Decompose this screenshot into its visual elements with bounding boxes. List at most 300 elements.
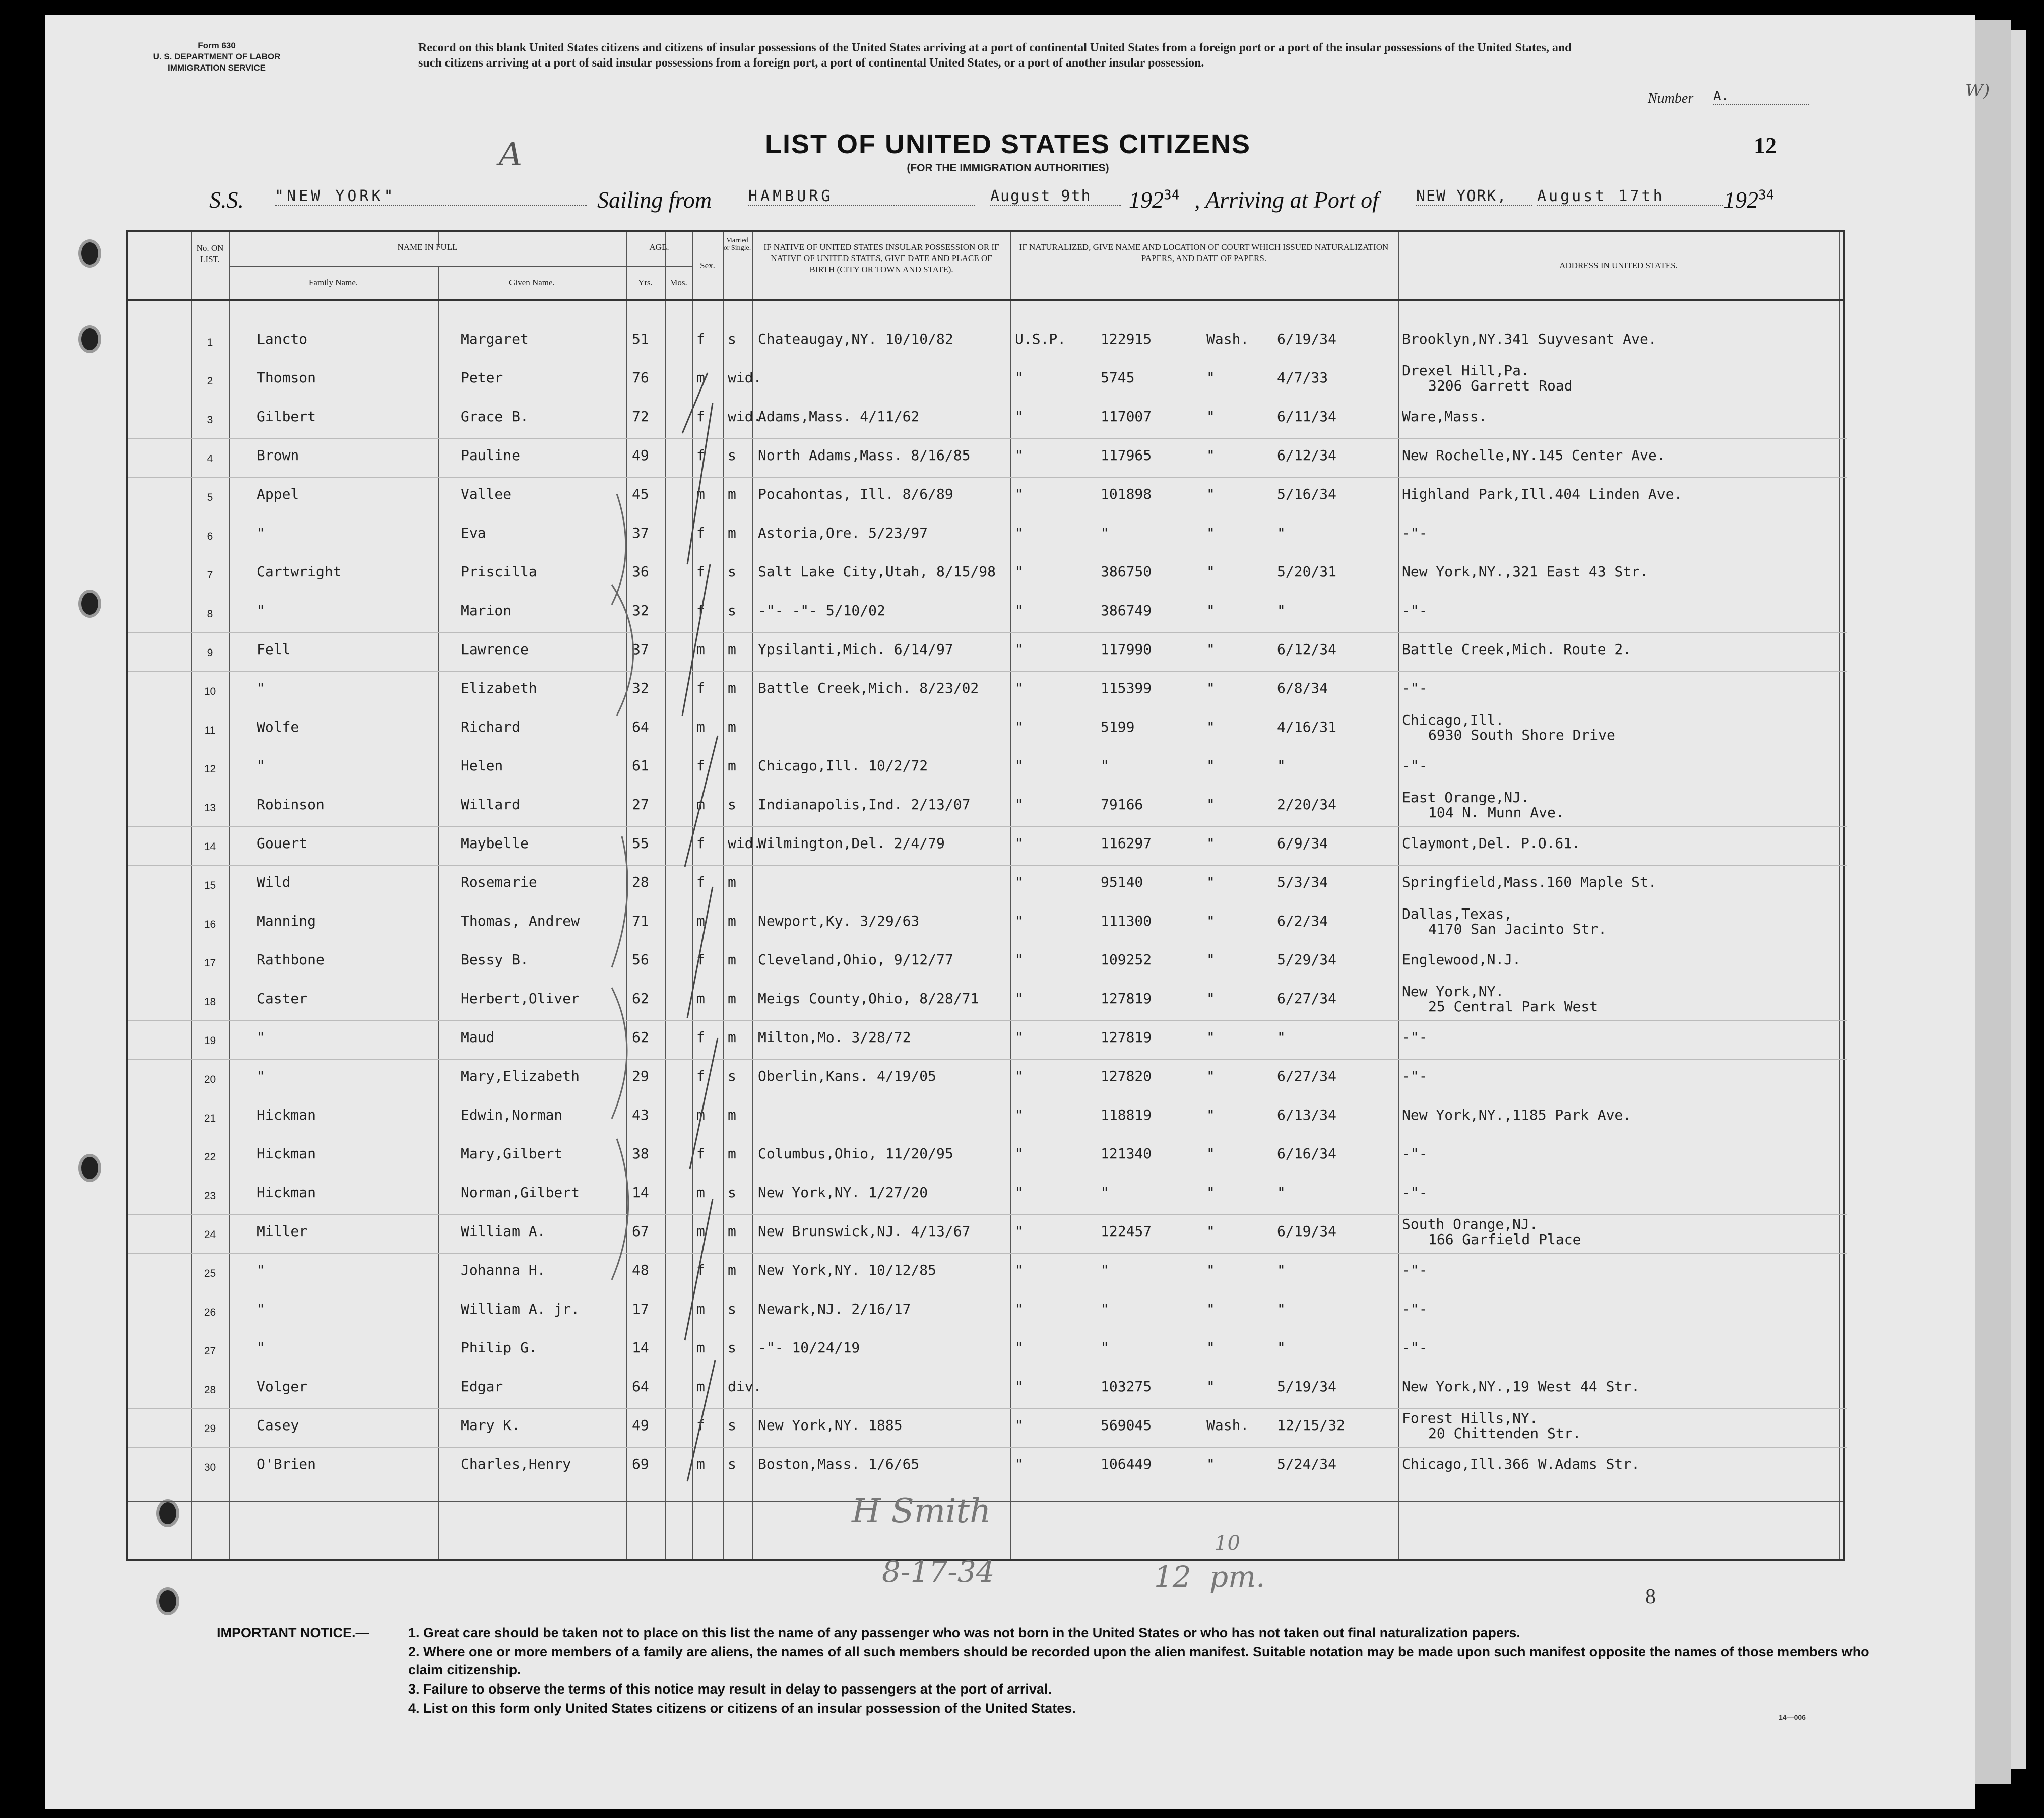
table-row — [128, 361, 1847, 400]
table-cell-paper-no: 101898 — [1101, 486, 1152, 502]
table-cell-given-name: Thomas, Andrew — [461, 913, 580, 929]
table-row — [128, 1409, 1847, 1448]
col-address: ADDRESS IN UNITED STATES. — [1559, 261, 1678, 270]
table-cell-no: 29 — [204, 1423, 216, 1435]
col-name-in-full: NAME IN FULL — [397, 242, 458, 252]
table-cell-age: 62 — [632, 990, 649, 1007]
table-cell-paper-date: 12/15/32 — [1277, 1417, 1345, 1434]
table-cell-marital: s — [728, 796, 736, 813]
table-cell-family-name: Volger — [257, 1378, 308, 1395]
sailing-label: Sailing from — [597, 187, 712, 213]
table-cell-paper-no: 103275 — [1101, 1378, 1152, 1395]
table-cell-birth: New York,NY. 1/27/20 — [758, 1184, 928, 1201]
table-cell-given-name: Eva — [461, 525, 486, 541]
table-cell-family-name: Fell — [257, 641, 291, 658]
table-cell-family-name: Casey — [257, 1417, 299, 1434]
table-cell-paper-location: " — [1206, 525, 1215, 541]
table-cell-paper-location: " — [1206, 1068, 1215, 1084]
table-cell-paper-location: " — [1206, 641, 1215, 658]
table-cell-age: 32 — [632, 680, 649, 696]
table-cell-sex: f — [696, 680, 705, 696]
table-cell-no: 26 — [204, 1307, 216, 1318]
table-cell-court: " — [1015, 1378, 1024, 1395]
table-cell-birth: New York,NY. 1885 — [758, 1417, 903, 1434]
table-cell-given-name: Mary K. — [461, 1417, 521, 1434]
table-cell-address: Springfield,Mass.160 Maple St. — [1402, 874, 1657, 890]
table-cell-age: 62 — [632, 1029, 649, 1046]
table-cell-age: 27 — [632, 796, 649, 813]
table-cell-paper-location: " — [1206, 874, 1215, 890]
table-cell-family-name: " — [257, 1068, 265, 1084]
page-number: 12 — [1754, 133, 1777, 158]
table-cell-family-name: Robinson — [257, 796, 325, 813]
table-cell-marital: m — [728, 951, 736, 968]
table-cell-paper-no: 569045 — [1101, 1417, 1152, 1434]
notice-item-4: 4. List on this form only United States citizens or citizens of an insular possession of the United States. — [408, 1701, 1076, 1716]
table-cell-court: " — [1015, 641, 1024, 658]
table-cell-marital: s — [728, 1184, 736, 1201]
table-cell-birth: Meigs County,Ohio, 8/28/71 — [758, 990, 979, 1007]
table-cell-family-name: Wolfe — [257, 719, 299, 735]
table-cell-given-name: Margaret — [461, 331, 529, 347]
table-cell-sex: m — [696, 369, 705, 386]
table-cell-paper-date: 6/9/34 — [1277, 835, 1328, 852]
signature: H Smith — [852, 1491, 991, 1530]
sail-date: August 9th — [990, 187, 1121, 206]
handwritten-mark: A — [499, 136, 523, 173]
table-cell-birth: North Adams,Mass. 8/16/85 — [758, 447, 971, 464]
table-cell-paper-location: " — [1206, 990, 1215, 1007]
table-cell-paper-no: 79166 — [1101, 796, 1143, 813]
table-cell-no: 9 — [207, 647, 213, 659]
table-cell-paper-no: 115399 — [1101, 680, 1152, 696]
table-cell-marital: m — [728, 1107, 736, 1123]
table-cell-marital: s — [728, 1301, 736, 1317]
table-cell-age: 28 — [632, 874, 649, 890]
table-cell-given-name: Norman,Gilbert — [461, 1184, 580, 1201]
table-cell-address-line-2: 4170 San Jacinto Str. — [1428, 921, 1607, 937]
table-cell-sex: m — [696, 719, 705, 735]
table-cell-court: " — [1015, 447, 1024, 464]
table-cell-paper-date: " — [1277, 1184, 1286, 1201]
table-cell-age: 45 — [632, 486, 649, 502]
ship-name: "NEW YORK" — [275, 187, 587, 206]
family-brackets — [582, 494, 682, 1653]
table-cell-paper-no: " — [1101, 1301, 1109, 1317]
col-family: Family Name. — [308, 278, 358, 287]
table-cell-court: " — [1015, 1068, 1024, 1084]
table-row — [128, 516, 1847, 555]
table-cell-address-line-2: 3206 Garrett Road — [1428, 377, 1573, 394]
table-cell-address: Battle Creek,Mich. Route 2. — [1402, 641, 1632, 658]
table-row — [128, 1137, 1847, 1176]
table-cell-birth: Cleveland,Ohio, 9/12/77 — [758, 951, 953, 968]
table-row — [128, 478, 1847, 516]
table-cell-paper-no: " — [1101, 1262, 1109, 1278]
table-cell-court: " — [1015, 1456, 1024, 1472]
table-cell-paper-no: 127819 — [1101, 990, 1152, 1007]
table-cell-given-name: Pauline — [461, 447, 521, 464]
table-cell-no: 18 — [204, 996, 216, 1008]
table-cell-marital: m — [728, 1262, 736, 1278]
table-row — [128, 749, 1847, 788]
table-cell-sex: m — [696, 913, 705, 929]
table-cell-given-name: Mary,Elizabeth — [461, 1068, 580, 1084]
table-cell-paper-location: " — [1206, 796, 1215, 813]
table-cell-birth: Milton,Mo. 3/28/72 — [758, 1029, 911, 1046]
col-naturalized: IF NATURALIZED, GIVE NAME AND LOCATION OF COURT WHICH ISSUED NATURALIZATION PAPERS, AND DATE OF PAPERS. — [1019, 242, 1389, 263]
table-cell-court: " — [1015, 1417, 1024, 1434]
table-cell-given-name: William A. — [461, 1223, 546, 1240]
table-cell-paper-location: " — [1206, 486, 1215, 502]
table-cell-paper-location: " — [1206, 913, 1215, 929]
year-label: $192^{34}$ — [1129, 187, 1180, 213]
table-cell-family-name: " — [257, 602, 265, 619]
table-cell-birth: -"- 10/24/19 — [758, 1339, 860, 1356]
table-cell-address: New York,NY.,19 West 44 Str. — [1402, 1378, 1640, 1395]
table-cell-age: 72 — [632, 408, 649, 425]
table-cell-address: -"- — [1402, 1262, 1428, 1278]
table-cell-marital: s — [728, 1339, 736, 1356]
table-cell-paper-date: 2/20/34 — [1277, 796, 1337, 813]
table-cell-address: New York,NY.,321 East 43 Str. — [1402, 563, 1648, 580]
table-cell-paper-no: 122457 — [1101, 1223, 1152, 1240]
table-cell-family-name: Brown — [257, 447, 299, 464]
table-cell-paper-location: " — [1206, 1301, 1215, 1317]
table-cell-given-name: Peter — [461, 369, 503, 386]
table-row — [128, 827, 1847, 866]
table-cell-court: " — [1015, 1301, 1024, 1317]
table-cell-marital: m — [728, 641, 736, 658]
table-cell-sex: f — [696, 874, 705, 890]
table-cell-marital: s — [728, 1456, 736, 1472]
table-cell-paper-no: 116297 — [1101, 835, 1152, 852]
table-cell-sex: m — [696, 1339, 705, 1356]
table-cell-birth: Ypsilanti,Mich. 6/14/97 — [758, 641, 953, 658]
table-cell-paper-date: 5/24/34 — [1277, 1456, 1337, 1472]
table-cell-sex: f — [696, 1068, 705, 1084]
table-cell-no: 28 — [204, 1384, 216, 1396]
table-cell-paper-location: Wash. — [1206, 1417, 1249, 1434]
table-cell-court: " — [1015, 486, 1024, 502]
time-hour: 12 — [1154, 1560, 1191, 1594]
table-cell-birth: Pocahontas, Ill. 8/6/89 — [758, 486, 953, 502]
table-cell-address: Forest Hills,NY. — [1402, 1410, 1538, 1426]
table-cell-paper-date: " — [1277, 602, 1286, 619]
table-cell-sex: m — [696, 1223, 705, 1240]
table-cell-no: 12 — [204, 763, 216, 775]
table-cell-no: 20 — [204, 1074, 216, 1085]
table-cell-paper-location: " — [1206, 1378, 1215, 1395]
table-cell-family-name: Cartwright — [257, 563, 342, 580]
number-value: A. — [1713, 89, 1809, 105]
table-cell-given-name: Herbert,Oliver — [461, 990, 580, 1007]
department: U. S. DEPARTMENT OF LABOR — [153, 52, 281, 61]
table-cell-paper-date: 5/3/34 — [1277, 874, 1328, 890]
table-cell-age: 43 — [632, 1107, 649, 1123]
table-cell-paper-date: " — [1277, 757, 1286, 774]
col-given: Given Name. — [509, 278, 555, 287]
table-cell-address: New York,NY.,1185 Park Ave. — [1402, 1107, 1632, 1123]
table-cell-no: 30 — [204, 1462, 216, 1473]
table-cell-paper-date: 5/29/34 — [1277, 951, 1337, 968]
table-row — [128, 904, 1847, 943]
form-instructions: Record on this blank United States citizens and citizens of insular possessions of the United States arriving at a port of continental United States from a foreign port or a port of the insular possessions of the United States, and such citizens arriving at a port of said insular possessions from a foreign port, a port of continental United States, or a port of another insular possession. — [418, 41, 1572, 70]
table-row — [128, 1021, 1847, 1060]
table-cell-age: 51 — [632, 331, 649, 347]
table-cell-address-line-2: 104 N. Munn Ave. — [1428, 804, 1564, 821]
table-cell-address: Chicago,Ill.366 W.Adams Str. — [1402, 1456, 1640, 1472]
table-cell-no: 19 — [204, 1035, 216, 1047]
table-cell-birth: Oberlin,Kans. 4/19/05 — [758, 1068, 937, 1084]
table-cell-address: -"- — [1402, 680, 1428, 696]
port-to: NEW YORK, — [1416, 187, 1532, 206]
table-cell-no: 7 — [207, 569, 213, 581]
table-row — [128, 439, 1847, 478]
binder-hole — [156, 1587, 179, 1615]
table-cell-age: 64 — [632, 1378, 649, 1395]
table-cell-paper-no: 117990 — [1101, 641, 1152, 658]
table-cell-marital: m — [728, 757, 736, 774]
table-cell-paper-location: " — [1206, 719, 1215, 735]
table-cell-paper-no: 127819 — [1101, 1029, 1152, 1046]
table-cell-family-name: " — [257, 1339, 265, 1356]
table-cell-sex: f — [696, 602, 705, 619]
table-cell-address: Dallas,Texas, — [1402, 905, 1513, 922]
table-cell-marital: div. — [728, 1378, 762, 1395]
table-cell-given-name: Richard — [461, 719, 521, 735]
table-cell-sex: f — [696, 1417, 705, 1434]
table-cell-paper-location: " — [1206, 1262, 1215, 1278]
col-married: Married or Single. — [723, 237, 751, 252]
printer-code: 14—006 — [1779, 1713, 1806, 1721]
table-cell-address: New Rochelle,NY.145 Center Ave. — [1402, 447, 1666, 464]
table-cell-court: " — [1015, 1223, 1024, 1240]
table-cell-sex: f — [696, 447, 705, 464]
table-cell-paper-no: 5745 — [1101, 369, 1135, 386]
table-row — [128, 1254, 1847, 1292]
form-number: Form 630 — [198, 41, 236, 50]
table-cell-sex: f — [696, 525, 705, 541]
table-row — [128, 788, 1847, 827]
table-cell-address: Claymont,Del. P.O.61. — [1402, 835, 1581, 852]
table-cell-sex: f — [696, 1145, 705, 1162]
table-cell-given-name: Edgar — [461, 1378, 503, 1395]
table-row — [128, 400, 1847, 439]
table-cell-address: -"- — [1402, 1029, 1428, 1046]
table-cell-paper-no: 118819 — [1101, 1107, 1152, 1123]
table-cell-marital: m — [728, 874, 736, 890]
table-cell-court: " — [1015, 525, 1024, 541]
table-cell-court: " — [1015, 1184, 1024, 1201]
table-cell-no: 23 — [204, 1190, 216, 1202]
table-cell-age: 64 — [632, 719, 649, 735]
table-cell-paper-no: 109252 — [1101, 951, 1152, 968]
binder-hole — [78, 590, 101, 618]
table-cell-age: 49 — [632, 447, 649, 464]
table-cell-birth: -"- -"- 5/10/02 — [758, 602, 885, 619]
table-cell-paper-date: 6/19/34 — [1277, 1223, 1337, 1240]
table-cell-family-name: Appel — [257, 486, 299, 502]
table-cell-paper-no: 111300 — [1101, 913, 1152, 929]
table-cell-no: 15 — [204, 880, 216, 891]
notice-item-2: 2. Where one or more members of a family are aliens, the names of all such members should be recorded upon the alien manifest. Suitable notation may be made upon such manifest opposite the names of those members who claim citizenship. — [408, 1644, 1869, 1677]
table-cell-no: 2 — [207, 375, 213, 387]
table-cell-sex: f — [696, 408, 705, 425]
table-cell-family-name: O'Brien — [257, 1456, 316, 1472]
table-cell-court: " — [1015, 1029, 1024, 1046]
table-cell-sex: f — [696, 835, 705, 852]
table-cell-family-name: " — [257, 1029, 265, 1046]
table-cell-sex: m — [696, 1184, 705, 1201]
table-cell-court: " — [1015, 951, 1024, 968]
table-cell-given-name: Vallee — [461, 486, 512, 502]
table-cell-no: 14 — [204, 841, 216, 853]
page-title: LIST OF UNITED STATES CITIZENS — [765, 129, 1251, 159]
table-cell-paper-location: " — [1206, 1145, 1215, 1162]
table-cell-given-name: Maybelle — [461, 835, 529, 852]
table-cell-paper-location: " — [1206, 447, 1215, 464]
table-cell-paper-date: 6/12/34 — [1277, 641, 1337, 658]
table-cell-court: " — [1015, 719, 1024, 735]
table-cell-no: 8 — [207, 608, 213, 620]
table-cell-court: " — [1015, 369, 1024, 386]
table-cell-sex: f — [696, 331, 705, 347]
table-cell-given-name: Grace B. — [461, 408, 529, 425]
table-cell-address: Brooklyn,NY.341 Suyvesant Ave. — [1402, 331, 1657, 347]
table-cell-given-name: Elizabeth — [461, 680, 537, 696]
table-cell-address: -"- — [1402, 1184, 1428, 1201]
table-row — [128, 1292, 1847, 1331]
table-cell-birth: Boston,Mass. 1/6/65 — [758, 1456, 920, 1472]
table-cell-given-name: Johanna H. — [461, 1262, 546, 1278]
table-cell-paper-location: " — [1206, 1029, 1215, 1046]
table-cell-no: 22 — [204, 1151, 216, 1163]
table-cell-paper-no: 127820 — [1101, 1068, 1152, 1084]
time-minutes: 10 — [1215, 1532, 1240, 1555]
table-cell-no: 3 — [207, 414, 213, 426]
table-cell-paper-date: 6/27/34 — [1277, 990, 1337, 1007]
table-cell-paper-no: 95140 — [1101, 874, 1143, 890]
table-cell-address: Highland Park,Ill.404 Linden Ave. — [1402, 486, 1683, 502]
table-cell-age: 37 — [632, 525, 649, 541]
arrive-date: August 17th — [1537, 187, 1723, 206]
notice-label: IMPORTANT NOTICE.— — [217, 1625, 369, 1640]
table-cell-court: " — [1015, 913, 1024, 929]
table-cell-birth: Astoria,Ore. 5/23/97 — [758, 525, 928, 541]
table-cell-paper-no: 106449 — [1101, 1456, 1152, 1472]
table-cell-age: 55 — [632, 835, 649, 852]
table-row — [128, 1098, 1847, 1137]
table-row — [128, 672, 1847, 710]
table-cell-address: -"- — [1402, 1339, 1428, 1356]
table-cell-age: 37 — [632, 641, 649, 658]
table-cell-marital: s — [728, 447, 736, 464]
passenger-table — [126, 230, 1845, 1561]
table-cell-paper-location: " — [1206, 951, 1215, 968]
table-cell-no: 13 — [204, 802, 216, 814]
table-row — [128, 1331, 1847, 1370]
table-cell-address: -"- — [1402, 1145, 1428, 1162]
table-cell-age: 56 — [632, 951, 649, 968]
table-cell-paper-date: 6/11/34 — [1277, 408, 1337, 425]
table-cell-birth: Chicago,Ill. 10/2/72 — [758, 757, 928, 774]
table-cell-paper-location: " — [1206, 835, 1215, 852]
table-cell-age: 69 — [632, 1456, 649, 1472]
table-cell-given-name: Philip G. — [461, 1339, 537, 1356]
table-cell-paper-no: 117007 — [1101, 408, 1152, 425]
table-cell-sex: m — [696, 796, 705, 813]
table-row — [128, 1215, 1847, 1254]
col-yrs: Yrs. — [638, 278, 653, 287]
table-cell-address: Chicago,Ill. — [1402, 711, 1504, 728]
table-cell-sex: m — [696, 990, 705, 1007]
table-cell-paper-date: 4/7/33 — [1277, 369, 1328, 386]
table-cell-paper-location: " — [1206, 602, 1215, 619]
table-cell-paper-no: 5199 — [1101, 719, 1135, 735]
table-cell-court: " — [1015, 1107, 1024, 1123]
service: IMMIGRATION SERVICE — [168, 63, 266, 73]
table-cell-paper-date: " — [1277, 1262, 1286, 1278]
table-cell-age: 48 — [632, 1262, 649, 1278]
table-cell-given-name: Lawrence — [461, 641, 529, 658]
table-cell-family-name: Caster — [257, 990, 308, 1007]
table-cell-paper-date: " — [1277, 525, 1286, 541]
table-cell-paper-location: " — [1206, 1223, 1215, 1240]
table-cell-age: 38 — [632, 1145, 649, 1162]
table-cell-paper-location: " — [1206, 757, 1215, 774]
table-cell-family-name: Gilbert — [257, 408, 316, 425]
table-cell-paper-location: " — [1206, 1107, 1215, 1123]
table-cell-birth: Newark,NJ. 2/16/17 — [758, 1301, 911, 1317]
table-cell-address: -"- — [1402, 1301, 1428, 1317]
table-cell-marital: m — [728, 486, 736, 502]
table-cell-given-name: Willard — [461, 796, 521, 813]
table-cell-paper-date: 6/16/34 — [1277, 1145, 1337, 1162]
table-cell-age: 14 — [632, 1184, 649, 1201]
table-cell-paper-location: " — [1206, 1184, 1215, 1201]
table-cell-marital: s — [728, 602, 736, 619]
table-cell-age: 71 — [632, 913, 649, 929]
table-cell-paper-no: " — [1101, 525, 1109, 541]
table-cell-address: Drexel Hill,Pa. — [1402, 362, 1529, 379]
table-cell-court: " — [1015, 1262, 1024, 1278]
table-cell-paper-date: " — [1277, 1339, 1286, 1356]
table-cell-marital: m — [728, 1029, 736, 1046]
table-cell-no: 6 — [207, 531, 213, 542]
binder-hole — [78, 239, 101, 268]
table-cell-sex: m — [696, 486, 705, 502]
table-row — [128, 322, 1847, 361]
table-row — [128, 633, 1847, 672]
notice-item-3: 3. Failure to observe the terms of this notice may result in delay to passengers at the port of arrival. — [408, 1681, 1052, 1697]
table-cell-paper-date: 4/16/31 — [1277, 719, 1337, 735]
table-cell-family-name: Lancto — [257, 331, 308, 347]
table-row — [128, 1060, 1847, 1098]
table-row — [128, 710, 1847, 749]
table-cell-paper-no: 386750 — [1101, 563, 1152, 580]
table-cell-no: 25 — [204, 1268, 216, 1279]
table-cell-given-name: William A. jr. — [461, 1301, 580, 1317]
table-cell-family-name: Rathbone — [257, 951, 325, 968]
handwritten-date: 8-17-34 — [882, 1554, 995, 1589]
table-cell-address: -"- — [1402, 1068, 1428, 1084]
table-cell-age: 67 — [632, 1223, 649, 1240]
table-cell-paper-location: " — [1206, 408, 1215, 425]
arriving-label: , Arriving at Port of — [1194, 187, 1379, 213]
table-cell-sex: f — [696, 1029, 705, 1046]
table-cell-no: 11 — [204, 725, 216, 736]
